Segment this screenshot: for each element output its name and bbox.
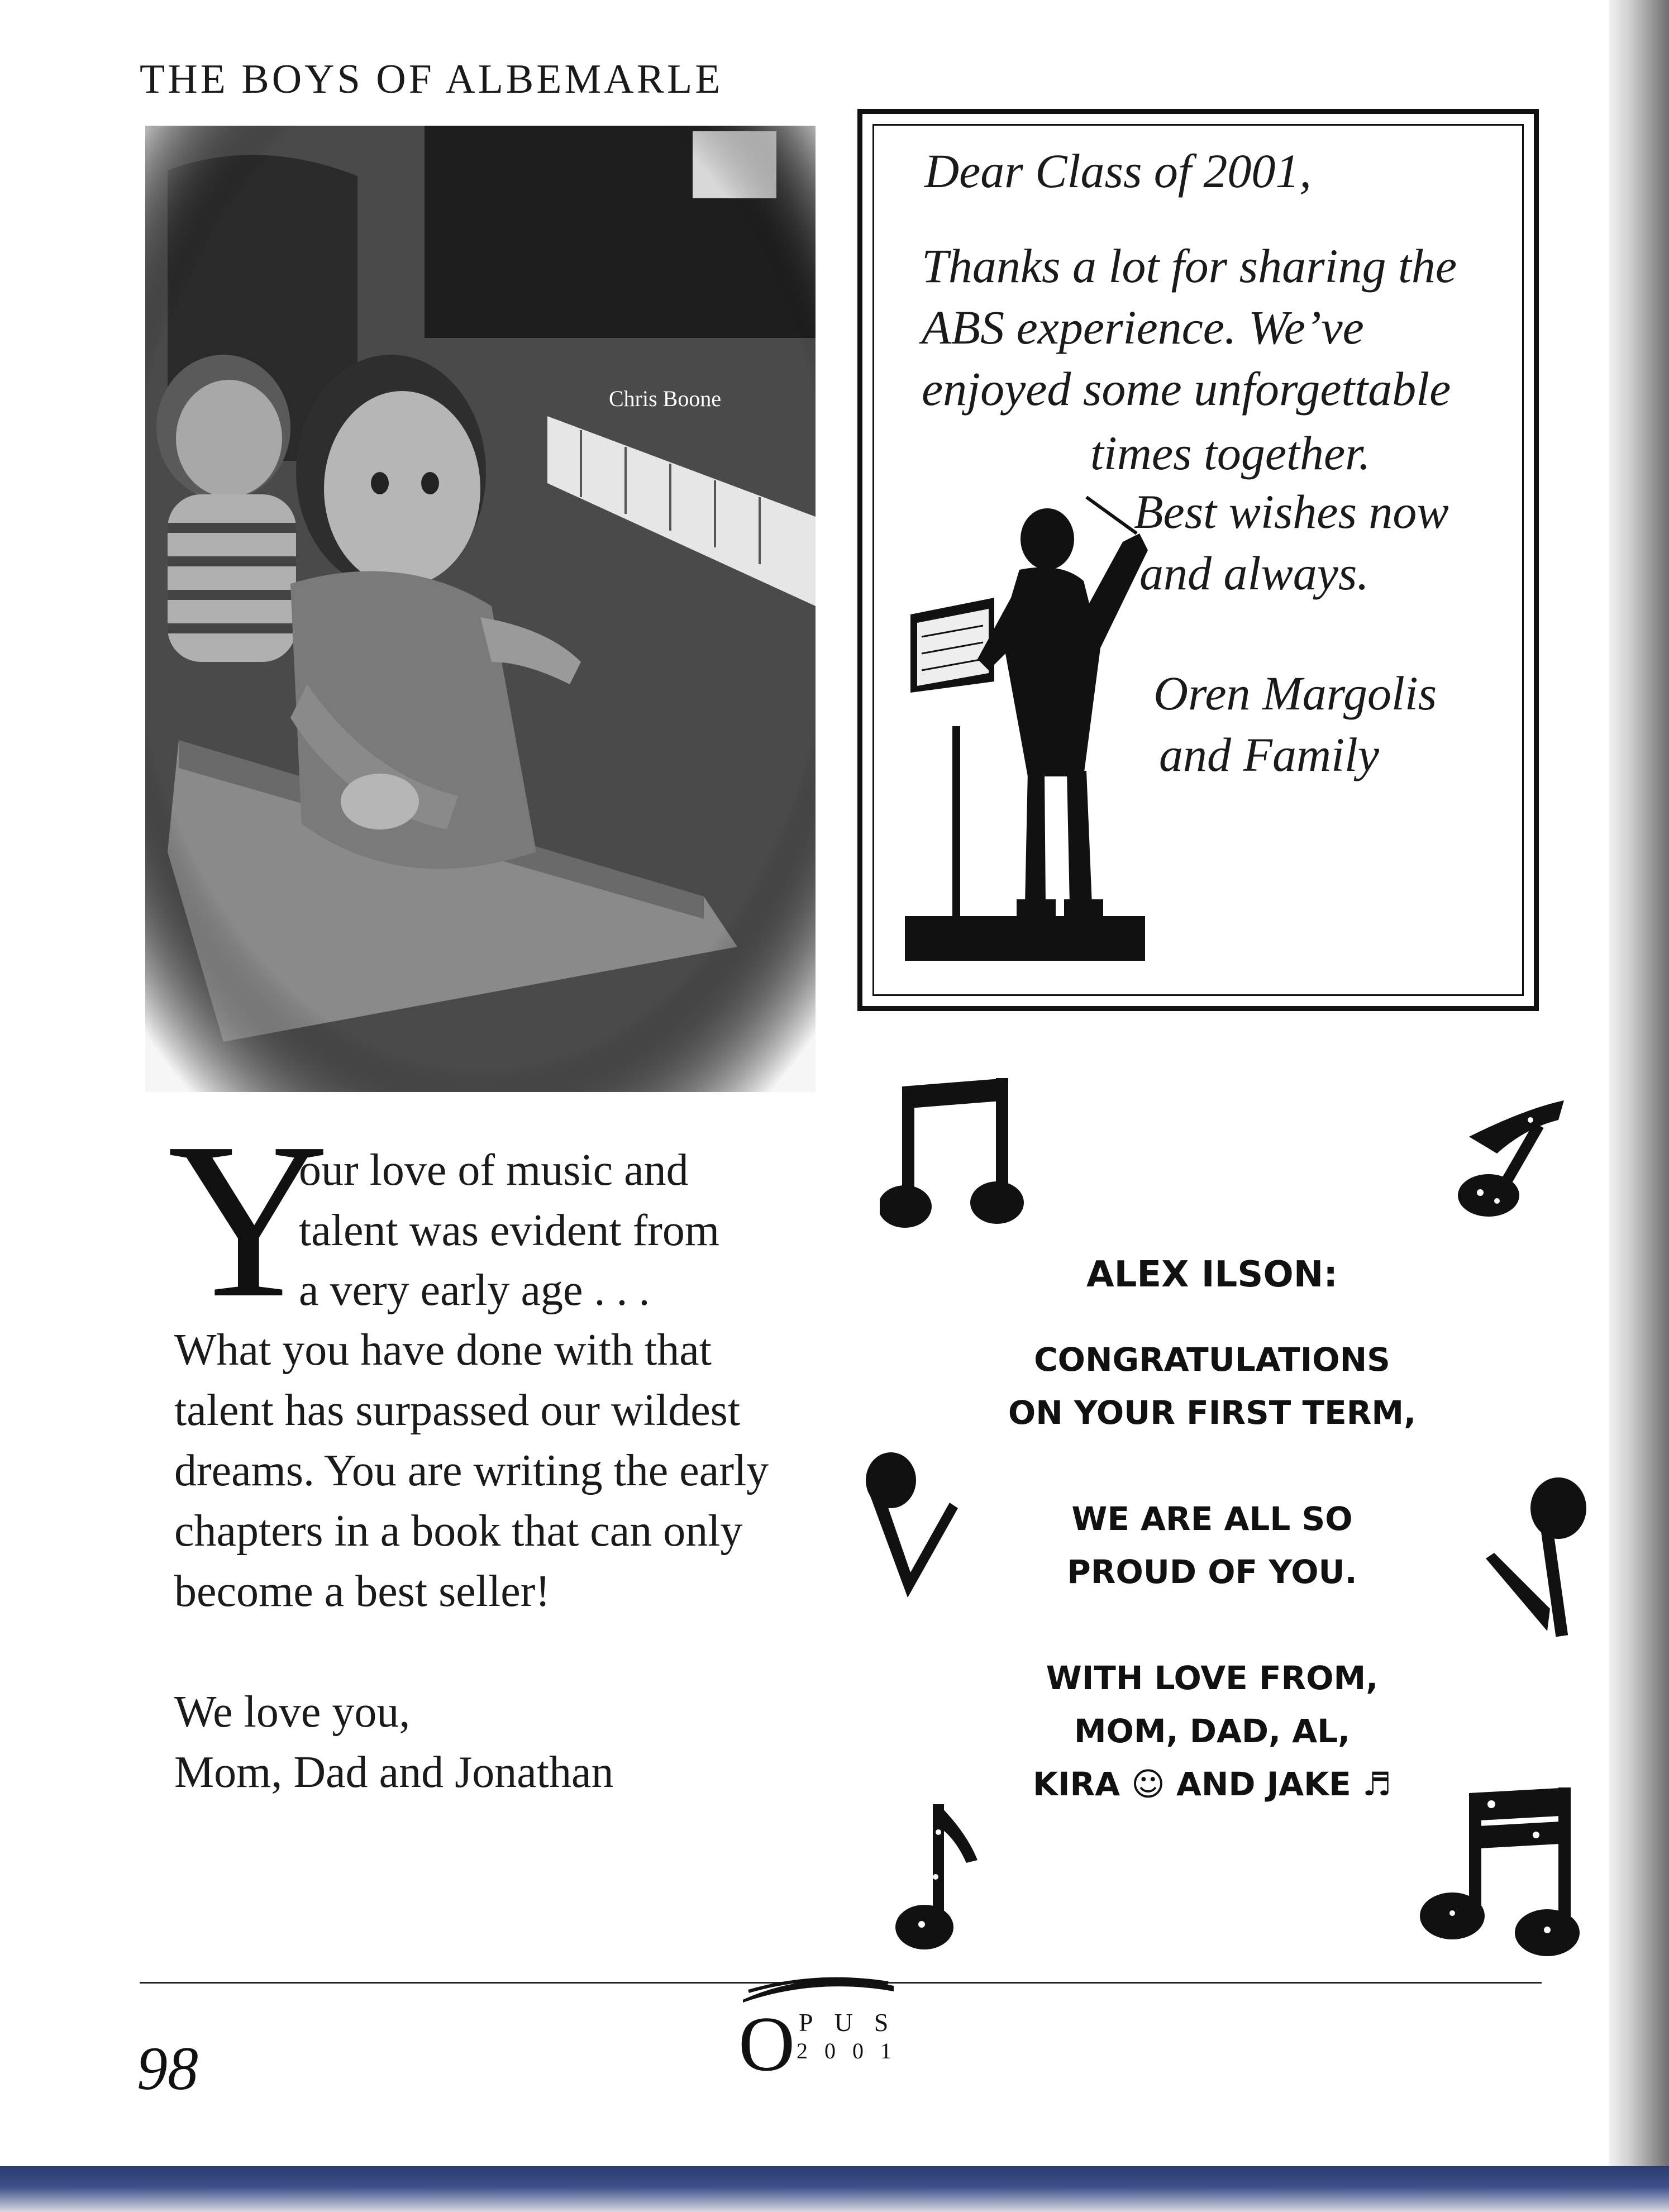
photo-illustration [145,126,816,1092]
logo-year: 2001 [797,2038,908,2063]
message-line: talent has surpassed our wildest [174,1386,741,1435]
congrats-line: ON YOUR FIRST TERM, [1008,1394,1417,1432]
message-line: a very early age . . . [299,1266,650,1315]
music-note-icon [1475,1475,1592,1642]
music-note-icon [1408,1782,1581,1966]
conductor-silhouette-icon [899,413,1156,961]
congrats-line: PROUD OF YOU. [1067,1553,1357,1591]
congrats-line: CONGRATULATIONS [1034,1341,1390,1379]
message-line: chapters in a book that can only [174,1507,743,1556]
music-note-icon [857,1447,969,1609]
letter-signature: and Family [1159,728,1380,781]
message-line: our love of music and [299,1146,689,1195]
message-closing: Mom, Dad and Jonathan [174,1748,614,1797]
letter-line: and always. [1139,546,1369,600]
page-binding-shadow [1609,0,1669,2212]
congrats-line: WITH LOVE FROM, [1046,1659,1379,1697]
logo-letter: O [738,2001,795,2087]
congrats-line: MOM, DAD, AL, [1074,1712,1351,1750]
letter-line: times together. [1090,426,1371,480]
letter-line: Best wishes now [1134,485,1449,538]
letter-greeting: Dear Class of 2001, [924,144,1312,198]
message-line: What you have done with that [174,1326,712,1375]
message-line: become a best seller! [174,1567,551,1616]
photo-caption: Chris Boone [609,386,722,411]
childhood-photo [145,126,816,1092]
music-note-icon [883,1799,983,1961]
flag-icon [743,1969,899,2003]
letter-line: Thanks a lot for sharing the [922,239,1457,293]
page-header-title: THE BOYS OF ALBEMARLE [140,56,723,102]
message-line: dreams. You are writing the early [174,1446,769,1495]
music-note-icon [1447,1098,1575,1221]
music-note-icon [880,1075,1025,1237]
congrats-heading: ALEX ILSON: [1086,1254,1338,1295]
letter-line: enjoyed some unforgettable [922,362,1451,416]
book-bottom-edge [0,2166,1669,2212]
congrats-line: KIRA ☺ AND JAKE ♬ [1033,1765,1391,1803]
message-line: talent was evident from [299,1206,720,1255]
page-number: 98 [137,2034,198,2103]
letter-line: ABS experience. We’ve [922,301,1364,354]
letter-signature: Oren Margolis [1153,666,1437,720]
drop-cap: Y [168,1097,329,1344]
logo-word: PUS [799,2008,910,2037]
congrats-line: WE ARE ALL SO [1071,1500,1353,1538]
message-closing: We love you, [174,1687,411,1737]
